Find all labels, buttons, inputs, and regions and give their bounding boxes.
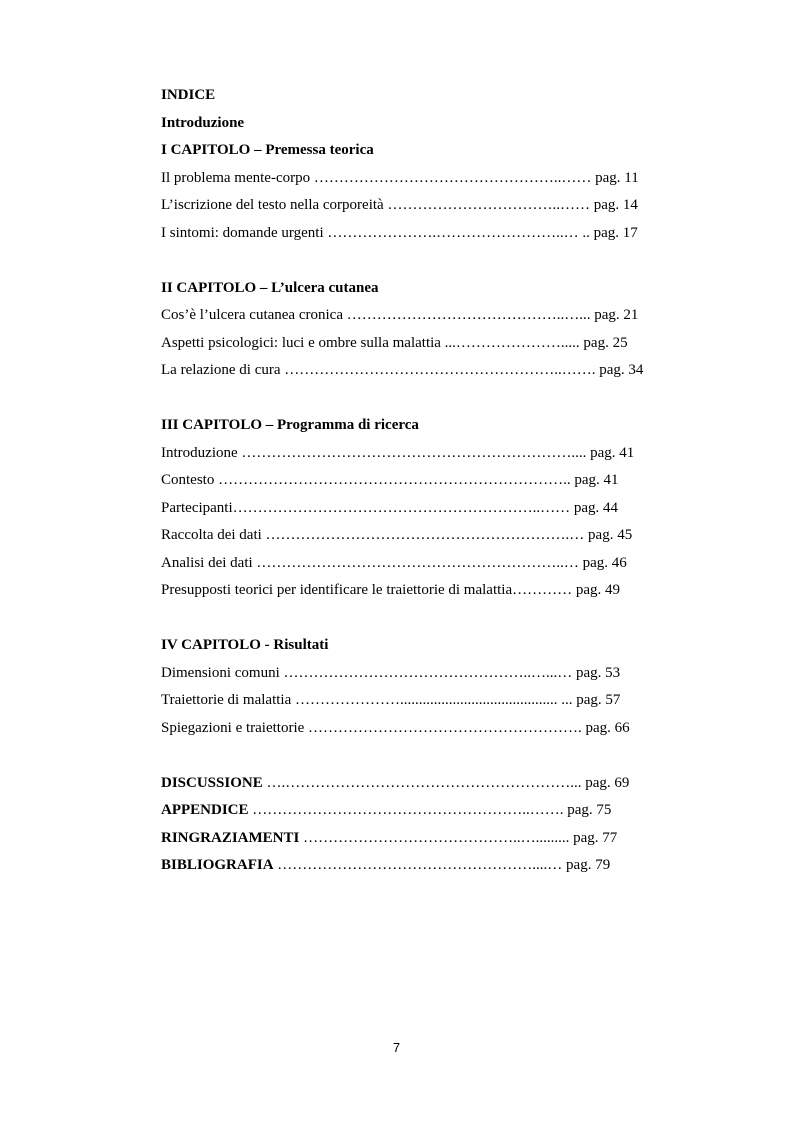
toc-entry: Raccolta dei dati …………………………………………………….… pag. 45 (161, 527, 633, 543)
back-matter-title: RINGRAZIAMENTI (161, 829, 300, 846)
toc-entry: Il problema mente-corpo …………………………………………..…… pag. 11 (161, 169, 639, 186)
toc-entry: Introduzione ………………………………………………………….... pag. 41 (161, 444, 635, 461)
table-of-contents (161, 84, 721, 882)
chapter-title-3: III CAPITOLO – Programma di ricerca (161, 417, 419, 433)
toc-entry: La relazione di cura ………………………………………………..……. pag. 34 (161, 362, 644, 378)
chapter-title-1: I CAPITOLO – Premessa teorica (161, 142, 374, 158)
chapter-title-2: II CAPITOLO – L’ulcera cutanea (161, 279, 379, 296)
toc-introduction: Introduzione (161, 114, 245, 131)
toc-entry: Spiegazioni e traiettorie ………………………………………………. pag. 66 (161, 719, 630, 736)
toc-entry: Traiettorie di malattia ………………….......................................... ... pag. 57 (161, 692, 621, 708)
back-matter-title: APPENDICE (161, 802, 249, 818)
toc-entry: I sintomi: domande urgenti ………………….……………………..… .. pag. 17 (161, 224, 638, 241)
toc-entry: Contesto …………………………………………………………….. pag. 41 (161, 472, 619, 488)
section-gap (161, 249, 721, 277)
toc-back-matter-entry (161, 799, 721, 827)
toc-back-matter-entry (161, 772, 721, 800)
back-matter-leader: ….…………………………………………………... pag. 69 (262, 774, 630, 791)
toc-entry: L’iscrizione del testo nella corporeità ……………………………..…… pag. 14 (161, 197, 638, 213)
toc-entry: Partecipanti……………………………………………………..…… pag. 44 (161, 499, 619, 516)
section-gap (161, 607, 721, 635)
toc-entry: Aspetti psicologici: luci e ombre sulla malattia ...…………………..... pag. 25 (161, 334, 628, 351)
toc-heading: INDICE (161, 87, 216, 103)
chapter-title-4: IV CAPITOLO - Risultati (161, 637, 329, 653)
toc-entry: Presupposti teorici per identificare le traiettorie di malattia………… pag. 49 (161, 582, 621, 598)
toc-back-matter-entry (161, 854, 721, 882)
section-gap (161, 387, 721, 415)
back-matter-leader: ………………………………………………..……. pag. 75 (248, 802, 612, 818)
section-gap (161, 744, 721, 772)
back-matter-leader: ……………………………………………....… pag. 79 (273, 857, 611, 873)
back-matter-leader: ……………………………………..…......... pag. 77 (299, 829, 618, 846)
toc-entry: Analisi dei dati ……………………………………………………..… pag. 46 (161, 554, 627, 571)
toc-entry: Dimensioni comuni …………………………………………..…...… pag. 53 (161, 664, 621, 681)
back-matter-title: BIBLIOGRAFIA (161, 857, 274, 873)
toc-entry: Cos’è l’ulcera cutanea cronica ……………………………………..…... pag. 21 (161, 307, 639, 323)
page-number: 7 (392, 1040, 401, 1055)
back-matter-title: DISCUSSIONE (161, 774, 263, 791)
toc-back-matter-entry (161, 827, 721, 855)
